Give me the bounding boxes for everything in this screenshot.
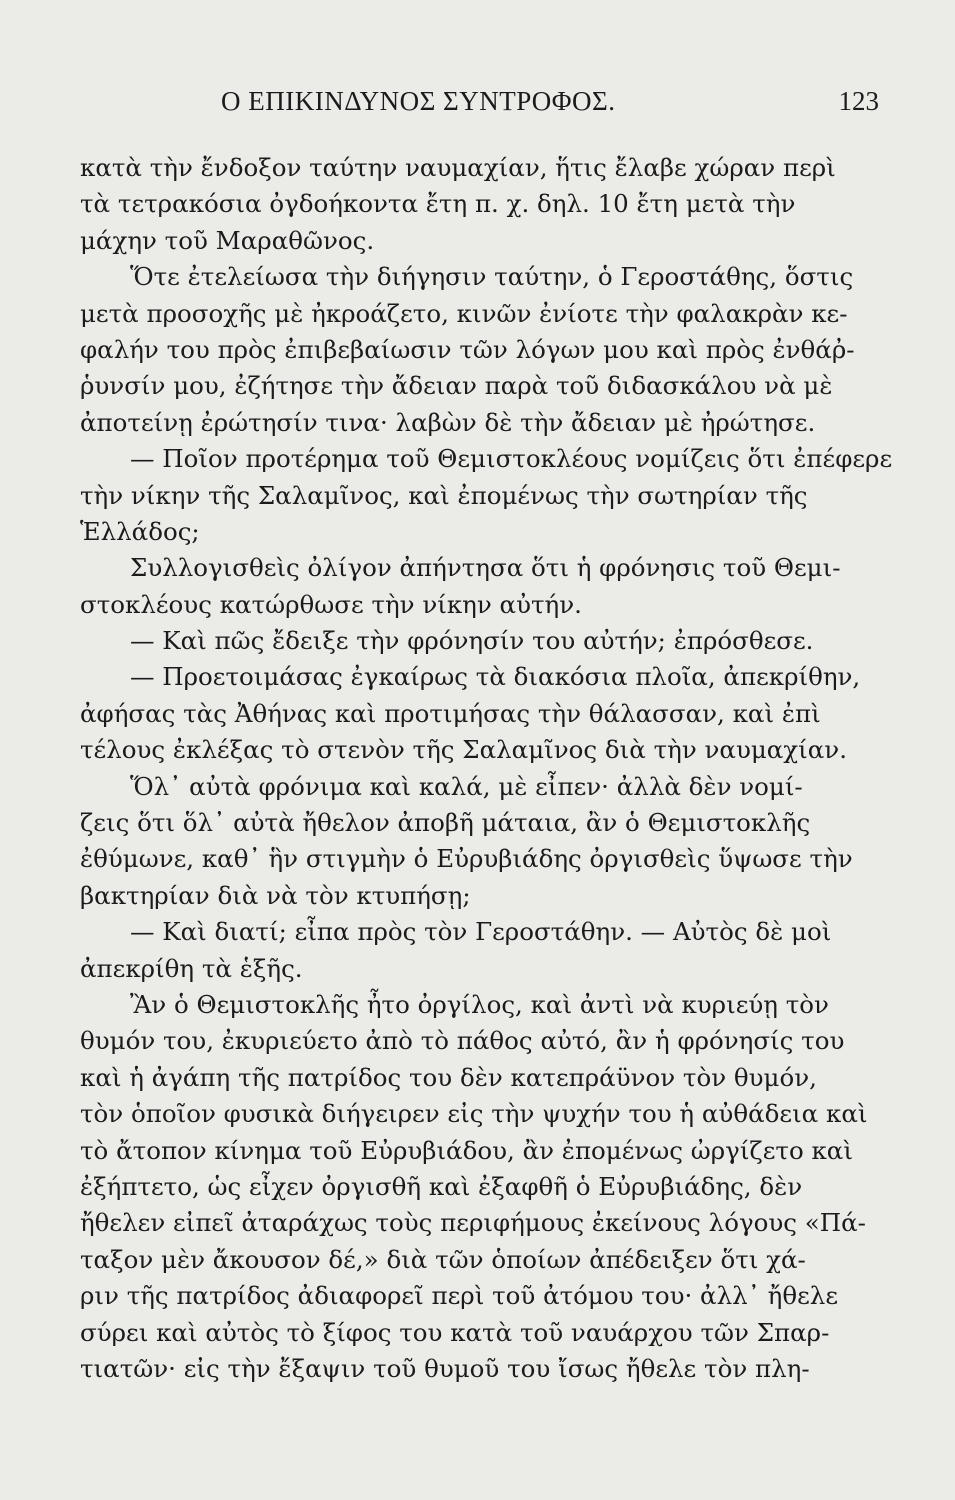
text-line: τὰ τετρακόσια ὀγδοήκοντα ἔτη π. χ. δηλ. 10 ἔτη μετὰ τὴν xyxy=(80,189,796,219)
text-line: βακτηρίαν διὰ νὰ τὸν κτυπήσῃ; xyxy=(80,880,471,910)
text-line: — Ποῖον προτέρημα τοῦ Θεμιστοκλέους νομίζεις ὅτι ἐπέφερε xyxy=(130,444,893,474)
text-line: ταξον μὲν ἄκουσον δέ,» διὰ τῶν ὁποίων ἀπέδειξεν ὅτι χά- xyxy=(80,1244,806,1274)
page-number: 123 xyxy=(838,86,879,116)
text-line: Ὅλ᾽ αὐτὰ φρόνιμα καὶ καλά, μὲ εἶπεν· ἀλλὰ δὲν νομί- xyxy=(130,771,803,801)
text-line: τιατῶν· εἰς τὴν ἔξαψιν τοῦ θυμοῦ του ἴσως ἤθελε τὸν πλη- xyxy=(80,1353,810,1383)
text-line: τὴν νίκην τῆς Σαλαμῖνος, καὶ ἐπομένως τὴν σωτηρίαν τῆς xyxy=(80,480,808,510)
text-line: μάχην τοῦ Μαραθῶνος. xyxy=(80,225,375,255)
text-line: τέλους ἐκλέξας τὸ στενὸν τῆς Σαλαμῖνος διὰ τὴν ναυμαχίαν. xyxy=(80,735,847,765)
text-line: σύρει καὶ αὐτὸς τὸ ξίφος του κατὰ τοῦ ναυάρχου τῶν Σπαρ- xyxy=(80,1317,830,1347)
text-line: ῥυνσίν μου, ἐζήτησε τὴν ἄδειαν παρὰ τοῦ διδασκάλου νὰ μὲ xyxy=(80,371,833,401)
text-line: ριν τῆς πατρίδος ἀδιαφορεῖ περὶ τοῦ ἀτόμου του· ἀλλ᾽ ἤθελε xyxy=(80,1281,839,1311)
text-line: — Προετοιμάσας ἐγκαίρως τὰ διακόσια πλοῖα, ἀπεκρίθην, xyxy=(130,662,861,692)
text-line: θυμόν του, ἐκυριεύετο ἀπὸ τὸ πάθος αὐτό, ἂν ἡ φρόνησίς του xyxy=(80,1026,845,1056)
text-line: ἀποτείνῃ ἐρώτησίν τινα· λαβὼν δὲ τὴν ἄδειαν μὲ ἠρώτησε. xyxy=(80,407,816,437)
text-line: κατὰ τὴν ἔνδοξον ταύτην ναυμαχίαν, ἥτις ἔλαβε χώραν περὶ xyxy=(80,153,836,182)
text-line: ἐξήπτετο, ὡς εἶχεν ὀργισθῆ καὶ ἐξαφθῆ ὁ Εὐρυβιάδης, δὲν xyxy=(80,1171,803,1201)
text-line: Ὅτε ἐτελείωσα τὴν διήγησιν ταύτην, ὁ Γεροστάθης, ὅστις xyxy=(130,262,854,292)
text-line: ἤθελεν εἰπεῖ ἀταράχως τοὺς περιφήμους ἐκείνους λόγους «Πά- xyxy=(80,1208,866,1238)
text-line: στοκλέους κατώρθωσε τὴν νίκην αὐτήν. xyxy=(80,589,582,619)
text-line: ἀπεκρίθη τὰ ἑξῆς. xyxy=(80,953,303,983)
body-text xyxy=(80,150,894,1387)
running-title: Ο ΕΠΙΚΙΝΔΥΝΟΣ ΣΥΝΤΡΟΦΟΣ. xyxy=(221,86,616,116)
text-line: Συλλογισθεὶς ὀλίγον ἀπήντησα ὅτι ἡ φρόνησις τοῦ Θεμι- xyxy=(130,553,841,583)
text-line: — Καὶ πῶς ἔδειξε τὴν φρόνησίν του αὐτήν; ἐπρόσθεσε. xyxy=(130,626,814,656)
text-line: ἀφήσας τὰς Ἀθήνας καὶ προτιμήσας τὴν θάλασσαν, καὶ ἐπὶ xyxy=(80,698,821,728)
text-line: ἐθύμωνε, καθ᾽ ἣν στιγμὴν ὁ Εὐρυβιάδης ὀργισθεὶς ὕψωσε τὴν xyxy=(80,844,853,874)
text-line: ζεις ὅτι ὅλ᾽ αὐτὰ ἤθελον ἀποβῆ μάταια, ἂν ὁ Θεμιστοκλῆς xyxy=(80,808,811,838)
text-line: μετὰ προσοχῆς μὲ ἠκροάζετο, κινῶν ἐνίοτε τὴν φαλακρὰν κε- xyxy=(80,298,848,328)
text-line: Ἂν ὁ Θεμιστοκλῆς ἦτο ὀργίλος, καὶ ἀντὶ νὰ κυριεύῃ τὸν xyxy=(130,989,829,1019)
text-line: τὸν ὁποῖον φυσικὰ διήγειρεν εἰς τὴν ψυχήν του ἡ αὐθάδεια καὶ xyxy=(80,1099,868,1129)
text-line: — Καὶ διατί; εἶπα πρὸς τὸν Γεροστάθην. — Αὐτὸς δὲ μοὶ xyxy=(130,917,832,947)
text-line: φαλήν του πρὸς ἐπιβεβαίωσιν τῶν λόγων μου καὶ πρὸς ἐνθάῤ- xyxy=(80,334,855,364)
text-line: τὸ ἄτοπον κίνημα τοῦ Εὐρυβιάδου, ἂν ἐπομένως ὠργίζετο καὶ xyxy=(80,1135,853,1165)
text-line: Ἑλλάδος; xyxy=(80,516,200,546)
text-line: καὶ ἡ ἀγάπη τῆς πατρίδος του δὲν κατεπράϋνον τὸν θυμόν, xyxy=(80,1062,817,1092)
running-head xyxy=(0,86,955,126)
